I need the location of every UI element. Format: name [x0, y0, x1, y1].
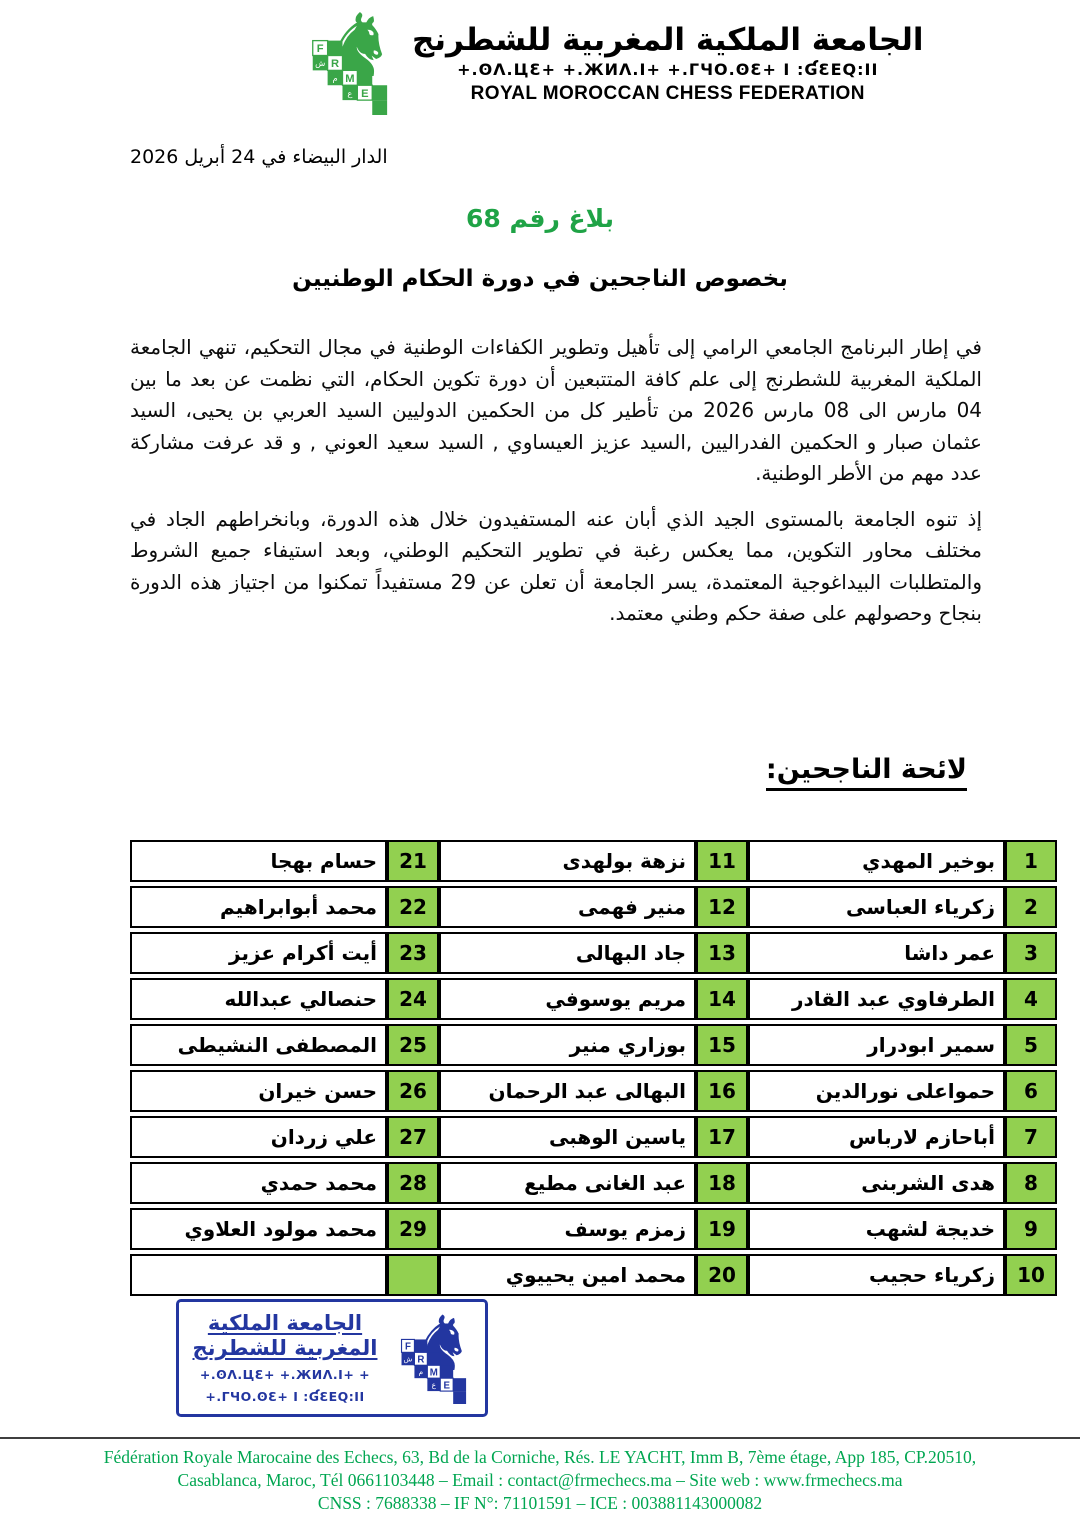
footer-legal-line: CNSS : 7688338 – IF N°: 71101591 – ICE : 003881143000082: [317, 1493, 763, 1513]
table-row: [130, 840, 1057, 882]
frme-logo-icon: [296, 6, 402, 118]
rank-cell: 28: [387, 1162, 439, 1204]
table-row: [130, 1070, 1057, 1112]
rank-cell: 22: [387, 886, 439, 928]
body-text: [130, 332, 982, 630]
successful-candidates-table: [130, 836, 1057, 1300]
stamp-title-arabic-line2: المغربية للشطرنج: [192, 1336, 378, 1360]
table-row: [130, 886, 1057, 928]
candidate-name-cell: محمد أبوابراهيم: [130, 886, 387, 928]
candidate-name-cell: البهالى عبد الرحمان: [439, 1070, 696, 1112]
rank-cell: 21: [387, 840, 439, 882]
candidate-name-cell: محمد مولود العلاوي: [130, 1208, 387, 1250]
candidate-name-cell: [130, 1254, 387, 1296]
bulletin-number-title: بلاغ رقم 68: [465, 204, 615, 233]
table-row: [130, 1024, 1057, 1066]
rank-cell: [387, 1254, 439, 1296]
rank-cell: 4: [1005, 978, 1057, 1020]
successful-list-heading: لائحة الناجحين:: [766, 754, 967, 791]
candidate-name-cell: بوزاري منير: [439, 1024, 696, 1066]
rank-cell: 12: [696, 886, 748, 928]
rank-cell: 9: [1005, 1208, 1057, 1250]
federation-title-tifinagh: +.ʘΛ.ЦƐ+ +.ЖИΛ.Ι+ +.ΓЧΟ.ʘƐ+ Ι :ƓƐΕQ:ΙΙ: [457, 60, 879, 79]
candidate-name-cell: زكرياء حجيب: [748, 1254, 1005, 1296]
candidate-name-cell: المصطفى النشيطى: [130, 1024, 387, 1066]
subject-title: بخصوص الناجحين في دورة الحكام الوطنيين: [292, 266, 788, 292]
rank-cell: 15: [696, 1024, 748, 1066]
rank-cell: 23: [387, 932, 439, 974]
federation-title-arabic: الجامعة الملكية المغربية للشطرنج: [412, 22, 924, 58]
candidate-name-cell: عبد الغانى مطيع: [439, 1162, 696, 1204]
candidate-name-cell: حسن خيران: [130, 1070, 387, 1112]
candidate-name-cell: محمد امين يحييوي: [439, 1254, 696, 1296]
table-row: [130, 1116, 1057, 1158]
rank-cell: 14: [696, 978, 748, 1020]
rank-cell: 11: [696, 840, 748, 882]
footer-contact-block: [0, 1446, 1080, 1515]
federation-stamp: [176, 1299, 488, 1417]
federation-header: [296, 6, 924, 118]
rank-cell: 29: [387, 1208, 439, 1250]
rank-cell: 5: [1005, 1024, 1057, 1066]
rank-cell: 16: [696, 1070, 748, 1112]
candidate-name-cell: خديجة لشهب: [748, 1208, 1005, 1250]
rank-cell: 10: [1005, 1254, 1057, 1296]
rank-cell: 20: [696, 1254, 748, 1296]
footer-address-line: Fédération Royale Marocaine des Echecs, 63, Bd de la Corniche, Rés. LE YACHT, Imm B, 7ème étage, App 185, CP.20510,: [103, 1447, 977, 1467]
candidate-name-cell: نزهة بولهدى: [439, 840, 696, 882]
candidate-name-cell: عمر داشا: [748, 932, 1005, 974]
stamp-title-arabic-line1: الجامعة الملكية: [207, 1311, 363, 1335]
table-row: [130, 978, 1057, 1020]
date-place-line: الدار البيضاء في 24 أبريل 2026: [130, 146, 388, 168]
table-row: [130, 1254, 1057, 1296]
stamp-tifinagh-line2: +.ΓЧΟ.ʘƐ+ Ι :ƓƐΕQ:ΙΙ: [205, 1389, 365, 1404]
candidate-name-cell: زكرياء العباسى: [748, 886, 1005, 928]
footer-contact-line: Casablanca, Maroc, Tél 0661103448 – Email : contact@frmechecs.ma – Site web : www.frmechecs.ma: [177, 1470, 903, 1490]
paragraph-1: في إطار البرنامج الجامعي الرامي إلى تأهيل وتطوير الكفاءات الوطنية في مجال التحكيم، تنهي الجامعة الملكية المغربية للشطرنج إلى علم كافة المتتبعين أن دورة تكوين الحكام، التي نظمت عن بعد ما بين 04 مارس الى 08 مارس 2026 من تأطير كل من الحكمين الدوليين السيد العربي بن يحيى، السيد عثمان صبار و الحكمين الفدراليين ,السيد عزيز العيساوي , السيد سعيد العوني , و قد عرفت مشاركة عدد مهم من الأطر الوطنية.: [130, 335, 983, 485]
rank-cell: 3: [1005, 932, 1057, 974]
candidate-name-cell: سمير ابودرار: [748, 1024, 1005, 1066]
candidate-name-cell: حنصالي عبدالله: [130, 978, 387, 1020]
candidate-name-cell: أباحازم لارباس: [748, 1116, 1005, 1158]
table-row: [130, 932, 1057, 974]
footer-divider: [0, 1437, 1080, 1439]
rank-cell: 1: [1005, 840, 1057, 882]
rank-cell: 26: [387, 1070, 439, 1112]
candidate-name-cell: الطرفاوي عبد القادر: [748, 978, 1005, 1020]
rank-cell: 6: [1005, 1070, 1057, 1112]
candidate-name-cell: هدى الشربنى: [748, 1162, 1005, 1204]
candidate-name-cell: جاد البهالى: [439, 932, 696, 974]
candidate-name-cell: محمد حمدي: [130, 1162, 387, 1204]
rank-cell: 13: [696, 932, 748, 974]
rank-cell: 7: [1005, 1116, 1057, 1158]
rank-cell: 24: [387, 978, 439, 1020]
rank-cell: 27: [387, 1116, 439, 1158]
frme-stamp-logo-icon: [387, 1308, 479, 1408]
rank-cell: 2: [1005, 886, 1057, 928]
paragraph-2: إذ تنوه الجامعة بالمستوى الجيد الذي أبان عنه المستفيدون خلال هذه الدورة، وبانخراطهم الجاد في مختلف محاور التكوين، مما يعكس رغبة في تطوير التحكيم الوطني، وبعد استيفاء جميع الشروط والمتطلبات البيداغوجية المعتمدة، يسر الجامعة أن تعلن عن 29 مستفيداً تمكنوا من اجتياز هذه الدورة بنجاح وحصولهم على صفة حكم وطني معتمد.: [130, 506, 982, 625]
federation-title-english: ROYAL MOROCCAN CHESS FEDERATION: [470, 83, 865, 104]
candidate-name-cell: مريم يوسوفي: [439, 978, 696, 1020]
table-row: [130, 1208, 1057, 1250]
candidate-name-cell: أيت أكرام عزيز: [130, 932, 387, 974]
candidate-name-cell: حسام بهجا: [130, 840, 387, 882]
candidate-name-cell: حمواعلى نورالدين: [748, 1070, 1005, 1112]
results-table-body: [130, 840, 1057, 1296]
rank-cell: 17: [696, 1116, 748, 1158]
candidate-name-cell: منير فهمى: [439, 886, 696, 928]
table-row: [130, 1162, 1057, 1204]
rank-cell: 8: [1005, 1162, 1057, 1204]
candidate-name-cell: علي زردان: [130, 1116, 387, 1158]
candidate-name-cell: زمزم يوسف: [439, 1208, 696, 1250]
candidate-name-cell: ياسين الوهبى: [439, 1116, 696, 1158]
candidate-name-cell: بوخير المهدي: [748, 840, 1005, 882]
federation-header-text: [412, 6, 924, 105]
rank-cell: 18: [696, 1162, 748, 1204]
rank-cell: 19: [696, 1208, 748, 1250]
rank-cell: 25: [387, 1024, 439, 1066]
stamp-text: [185, 1311, 385, 1405]
stamp-tifinagh-line1: +.ʘΛ.ЦƐ+ +.ЖИΛ.Ι+ +: [199, 1367, 371, 1382]
